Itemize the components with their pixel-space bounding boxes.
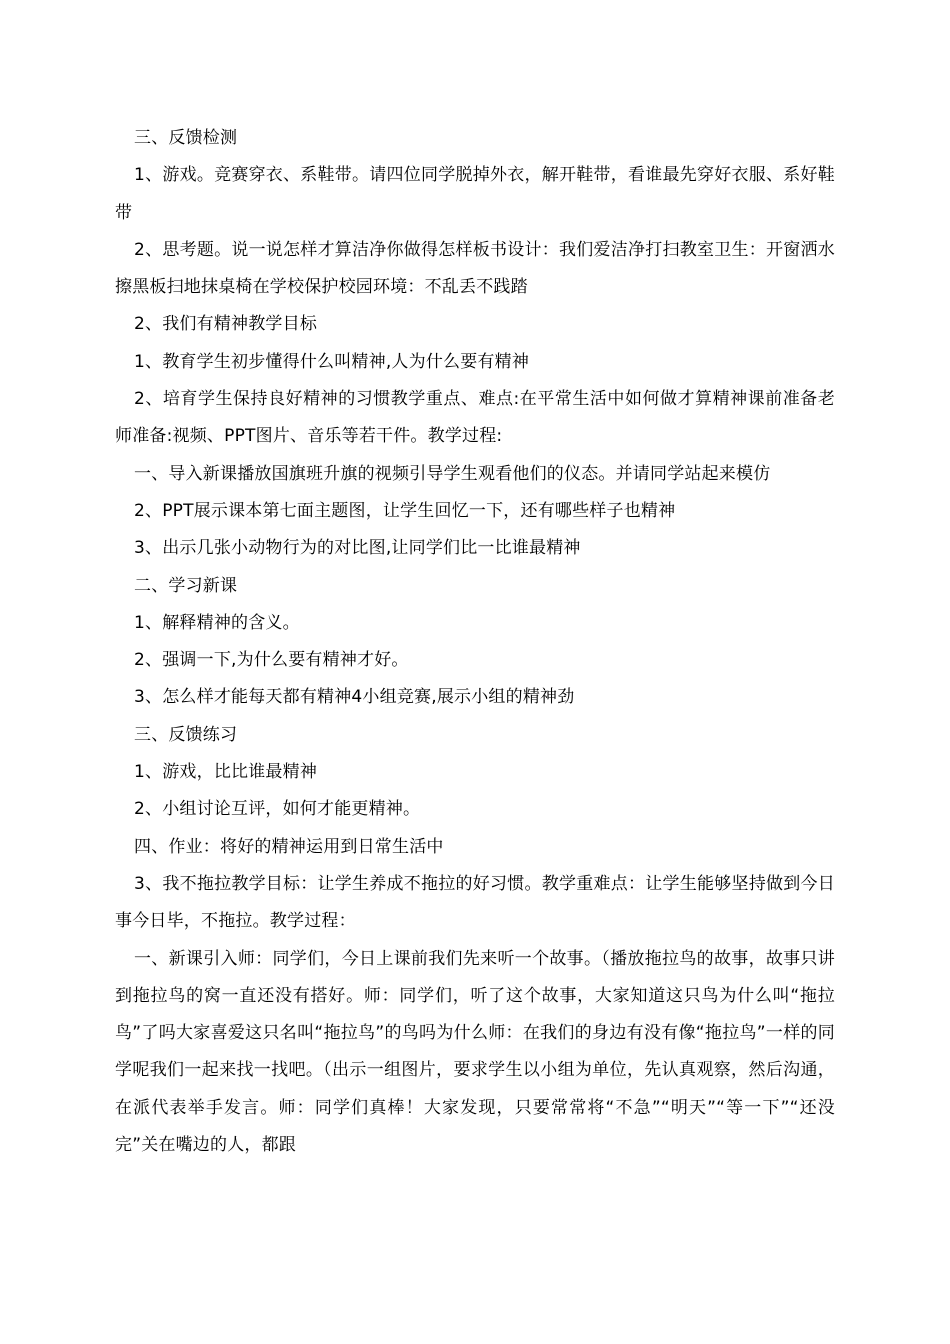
- paragraph: 2、小组讨论互评，如何才能更精神。: [134, 799, 421, 820]
- paragraph: 3、怎么样才能每天都有精神4小组竞赛,展示小组的精神劲: [134, 687, 575, 708]
- paragraph: 2、PPT展示课本第七面主题图，让学生回忆一下，还有哪些样子也精神: [134, 500, 676, 521]
- paragraph: 3、我不拖拉教学目标：让学生养成不拖拉的好习惯。教学重难点：让学生能够坚持做到今日事今日毕，不拖拉。教学过程：: [115, 873, 835, 932]
- paragraph: 2、培育学生保持良好精神的习惯教学重点、难点:在平常生活中如何做才算精神课前准备老师准备:视频、PPT图片、音乐等若干件。教学过程:: [115, 389, 835, 447]
- paragraph: 2、强调一下,为什么要有精神才好。: [134, 650, 409, 671]
- section-heading: 二、学习新课: [134, 575, 238, 596]
- section-heading: 三、反馈检测: [134, 128, 238, 148]
- section-heading: 三、反馈练习: [134, 724, 238, 745]
- paragraph: 1、游戏。竞赛穿衣、系鞋带。请四位同学脱掉外衣，解开鞋带，看谁最先穿好衣服、系好鞋带: [115, 165, 835, 223]
- paragraph: 1、解释精神的含义。: [134, 612, 300, 633]
- document-page: [115, 120, 835, 1164]
- section-heading: 四、作业：将好的精神运用到日常生活中: [134, 836, 444, 857]
- paragraph: 1、教育学生初步懂得什么叫精神,人为什么要有精神: [134, 351, 530, 372]
- paragraph: 3、出示几张小动物行为的对比图,让同学们比一比谁最精神: [134, 538, 581, 559]
- paragraph: 一、新课引入师：同学们，今日上课前我们先来听一个故事。（播放拖拉鸟的故事，故事只讲到拖拉鸟的窝一直还没有搭好。师：同学们，听了这个故事，大家知道这只鸟为什么叫“拖拉鸟”了吗大家喜爱这只名叫“拖拉鸟”的鸟吗为什么师：在我们的身边有没有像“拖拉鸟”一样的同学呢我们一起来找一找吧。（出示一组图片，要求学生以小组为单位，先认真观察，然后沟通，在派代表举手发言。师：同学们真棒！大家发现，只要常常将“不急”“明天”“等一下”“还没完”关在嘴边的人，都跟: [115, 948, 835, 1156]
- paragraph: 一、导入新课播放国旗班升旗的视频引导学生观看他们的仪态。并请同学站起来模仿: [134, 463, 771, 484]
- paragraph: 2、思考题。说一说怎样才算洁净你做得怎样板书设计：我们爱洁净打扫教室卫生：开窗洒水擦黑板扫地抹桌椅在学校保护校园环境：不乱丢不践踏: [115, 239, 835, 298]
- paragraph: 1、游戏，比比谁最精神: [134, 762, 318, 783]
- section-heading: 2、我们有精神教学目标: [134, 314, 318, 335]
